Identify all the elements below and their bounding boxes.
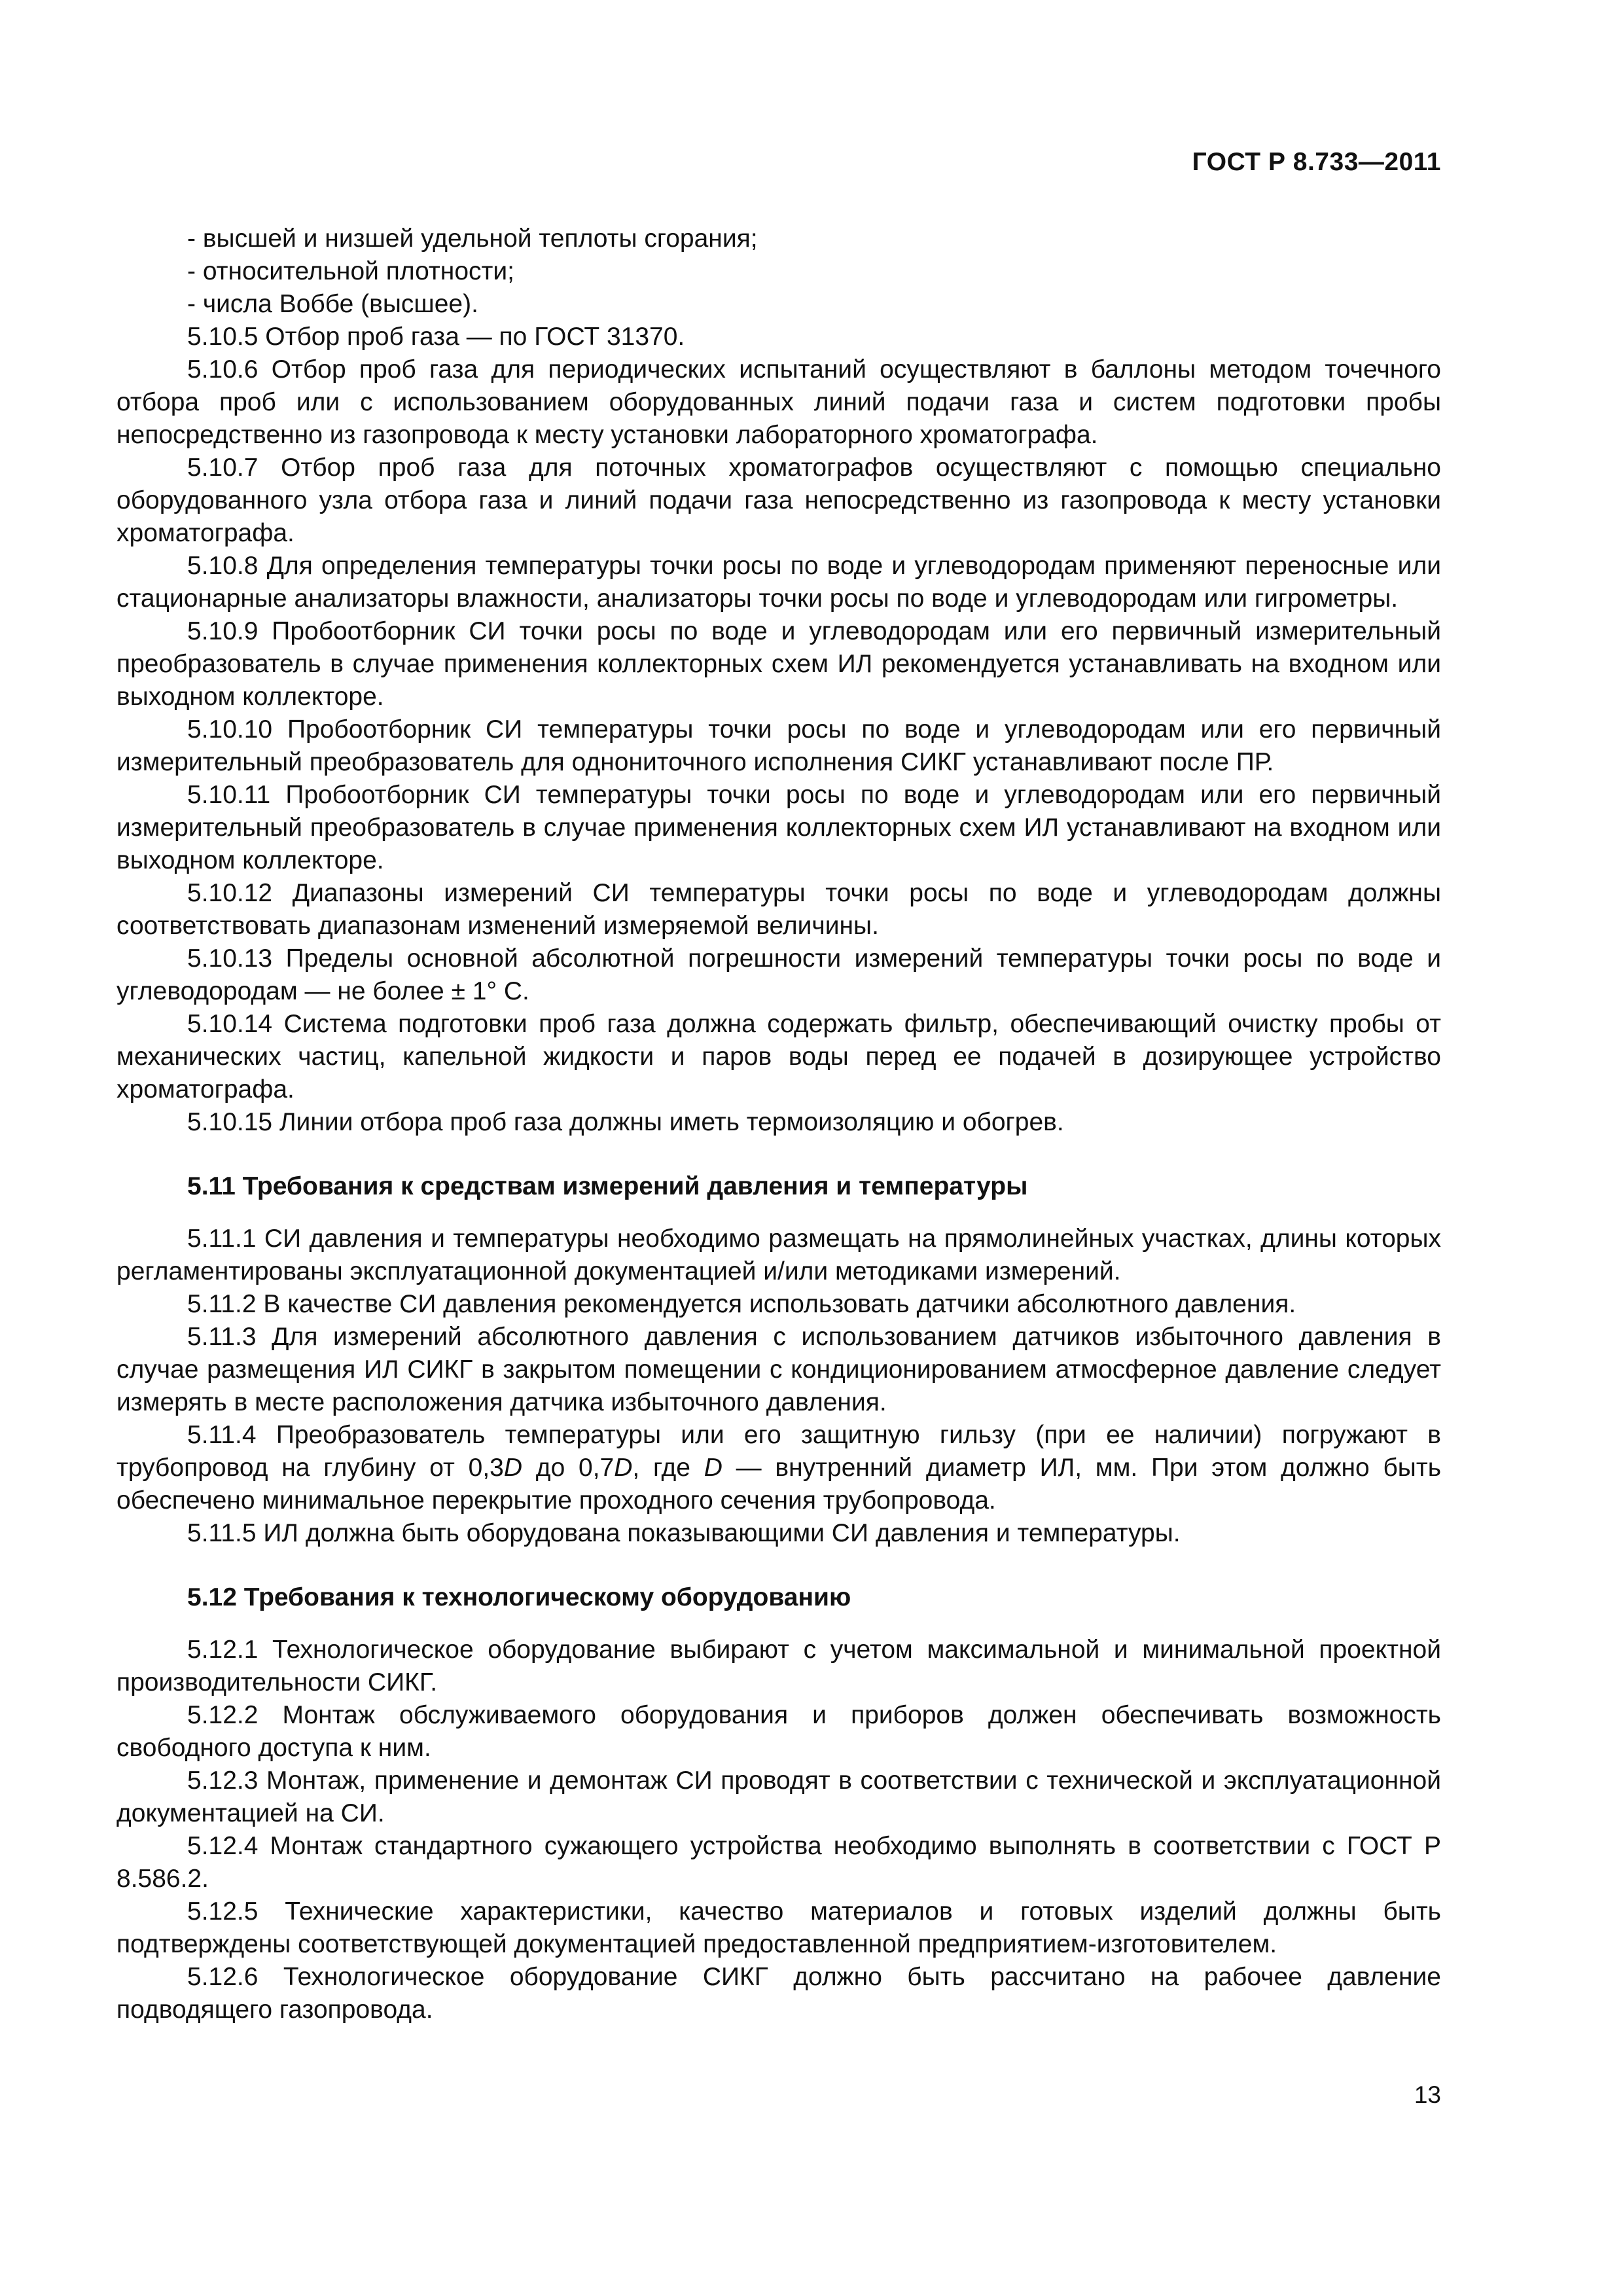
text-run: — внутренний диаметр ИЛ, мм. При этом должно быть обеспечено минимальное перекрытие проходного сечения трубопровода. <box>116 1454 1442 1515</box>
list-item: - относительной плотности; <box>187 257 514 285</box>
paragraph-5-11-1: 5.11.1 СИ давления и температуры необходимо размещать на прямолинейных участках, длины которых регламентированы эксплуатационной документацией и/или методиками измерений. <box>116 1225 1441 1285</box>
paragraph-5-10-12: 5.10.12 Диапазоны измерений СИ температуры точки росы по воде и углеводородам должны соответствовать диапазонам изменений измеряемой величины. <box>116 879 1441 940</box>
paragraph-5-12-6: 5.12.6 Технологическое оборудование СИКГ должно быть рассчитано на рабочее давление подводящего газопровода. <box>116 1963 1441 2024</box>
text-run: до 0,7 <box>522 1454 615 1482</box>
paragraph-5-12-3: 5.12.3 Монтаж, применение и демонтаж СИ проводят в соответствии с технической и эксплуатационной документацией на СИ. <box>116 1767 1441 1827</box>
section-heading-5-11: 5.11 Требования к средствам измерений давления и температуры <box>187 1172 1028 1200</box>
paragraph-5-11-5: 5.11.5 ИЛ должна быть оборудована показывающими СИ давления и температуры. <box>187 1519 1181 1547</box>
paragraph-5-10-15: 5.10.15 Линии отбора проб газа должны иметь термоизоляцию и обогрев. <box>187 1108 1064 1136</box>
paragraph-5-10-5: 5.10.5 Отбор проб газа — по ГОСТ 31370. <box>187 323 685 351</box>
list-item: - высшей и низшей удельной теплоты сгорания; <box>187 224 758 253</box>
paragraph-5-10-13: 5.10.13 Пределы основной абсолютной погрешности измерений температуры точки росы по воде и углеводородам — не более ± 1° С. <box>116 944 1441 1005</box>
paragraph-5-10-8: 5.10.8 Для определения температуры точки росы по воде и углеводородам применяют переносные или стационарные анализаторы влажности, анализаторы точки росы по воде и углеводородам или гигрометры. <box>116 552 1441 613</box>
paragraph-5-12-1: 5.12.1 Технологическое оборудование выбирают с учетом максимальной и минимальной проектной производительности СИКГ. <box>116 1636 1441 1696</box>
page-number: 13 <box>1414 2081 1441 2108</box>
paragraph-5-10-14: 5.10.14 Система подготовки проб газа должна содержать фильтр, обеспечивающий очистку пробы от механических частиц, капельной жидкости и паров воды перед ее подачей в дозирующее устройство хроматографа. <box>116 1010 1441 1103</box>
paragraph-5-12-2: 5.12.2 Монтаж обслуживаемого оборудования и приборов должен обеспечивать возможность свободного доступа к ним. <box>116 1701 1441 1762</box>
text-run: , где <box>632 1454 704 1482</box>
italic-symbol: D <box>503 1454 523 1482</box>
italic-symbol: D <box>704 1454 722 1482</box>
section-heading-5-12: 5.12 Требования к технологическому оборудованию <box>187 1583 851 1611</box>
paragraph-5-10-9: 5.10.9 Пробоотборник СИ точки росы по воде и углеводородам или его первичный измерительный преобразователь в случае применения коллекторных схем ИЛ рекомендуется устанавливать на входном или выходном коллекторе. <box>116 617 1441 711</box>
paragraph-5-10-10: 5.10.10 Пробоотборник СИ температуры точки росы по воде и углеводородам или его первичный измерительный преобразователь для однониточного исполнения СИКГ устанавливают после ПР. <box>116 715 1441 776</box>
document-header: ГОСТ Р 8.733—2011 <box>1192 148 1441 176</box>
list-item: - числа Воббе (высшее). <box>187 290 478 318</box>
paragraph-5-10-11: 5.10.11 Пробоотборник СИ температуры точки росы по воде и углеводородам или его первичный измерительный преобразователь в случае применения коллекторных схем ИЛ устанавливают на входном или выходном коллекторе. <box>116 781 1441 874</box>
paragraph-5-10-7: 5.10.7 Отбор проб газа для поточных хроматографов осуществляют с помощью специально оборудованного узла отбора газа и линий подачи газа непосредственно из газопровода к месту установки хроматографа. <box>116 454 1441 547</box>
paragraph-5-12-4: 5.12.4 Монтаж стандартного сужающего устройства необходимо выполнять в соответствии с ГОСТ Р 8.586.2. <box>116 1832 1441 1893</box>
paragraph-5-11-3: 5.11.3 Для измерений абсолютного давления с использованием датчиков избыточного давления в случае размещения ИЛ СИКГ в закрытом помещении с кондиционированием атмосферное давление следует измерять в месте расположения датчика избыточного давления. <box>116 1323 1441 1416</box>
text-run: 5.11.4 Преобразователь температуры или его защитную гильзу (при ее наличии) погружают в трубопровод на глубину от 0,3 <box>116 1421 1441 1482</box>
document-body <box>116 223 1441 2026</box>
paragraph-5-11-2: 5.11.2 В качестве СИ давления рекомендуется использовать датчики абсолютного давления. <box>187 1290 1296 1318</box>
paragraph-5-12-5: 5.12.5 Технические характеристики, качество материалов и готовых изделий должны быть подтверждены соответствующей документацией предоставленной предприятием-изготовителем. <box>116 1897 1441 1958</box>
paragraph-5-11-4 <box>116 1419 1441 1517</box>
italic-symbol: D <box>614 1454 633 1482</box>
paragraph-5-10-6: 5.10.6 Отбор проб газа для периодических испытаний осуществляют в баллоны методом точечного отбора проб или с использованием оборудованных линий подачи газа и систем подготовки пробы непосредственно из газопровода к месту установки лабораторного хроматографа. <box>116 355 1441 449</box>
